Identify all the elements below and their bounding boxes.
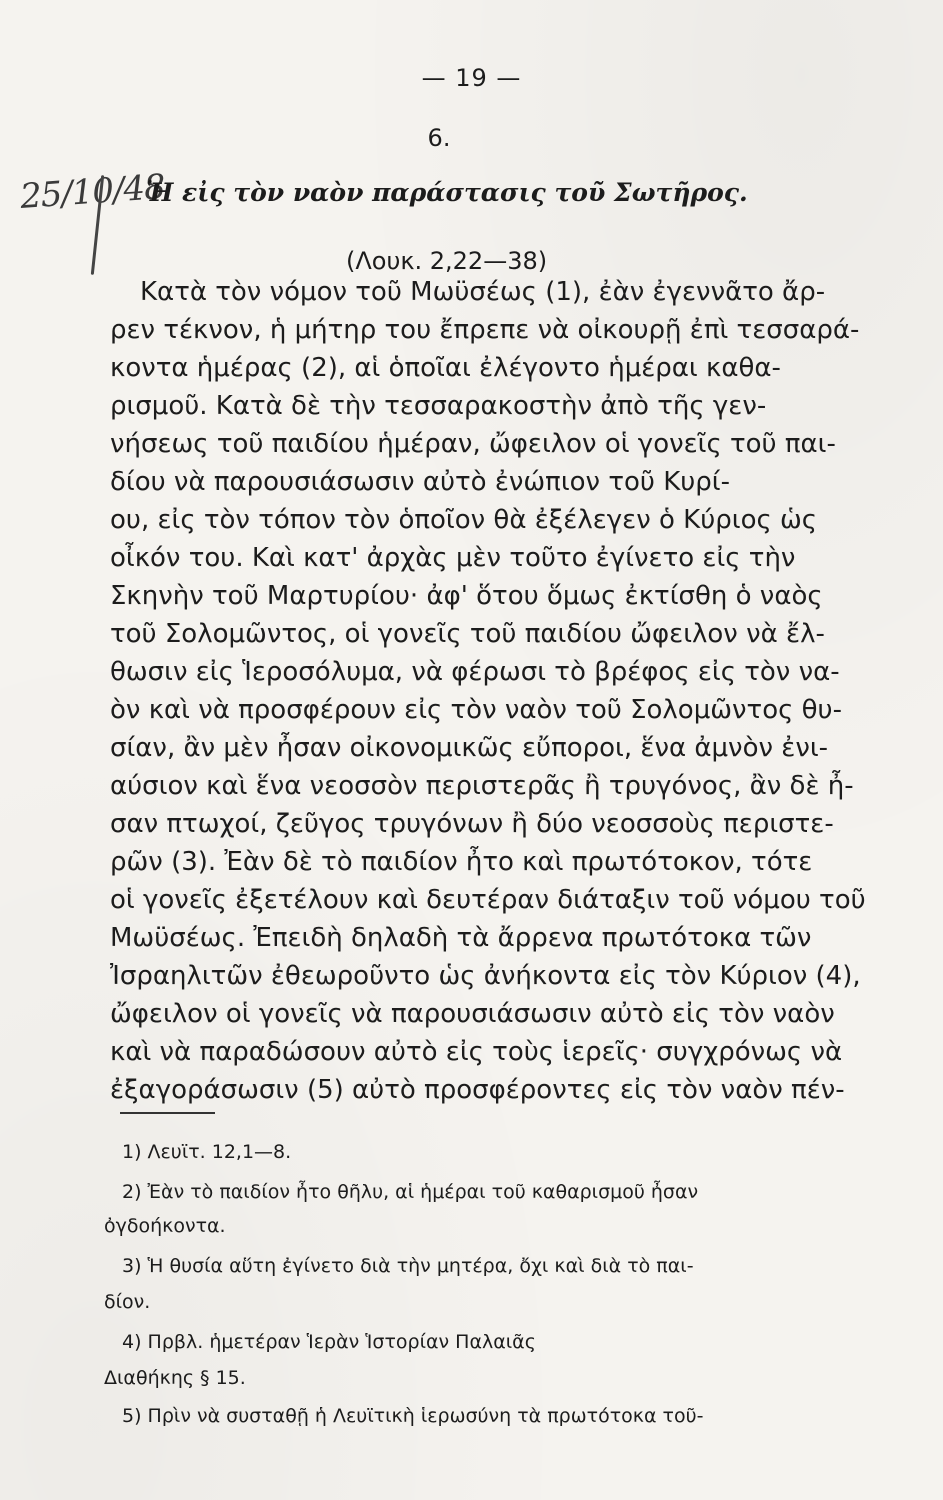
body-line: ρεν τέκνον, ἡ μήτηρ του ἔπρεπε νὰ οἰκουρῇ ἐπὶ τεσσαρά- — [110, 315, 860, 345]
body-line: αύσιον καὶ ἕνα νεοσσὸν περιστερᾶς ἢ τρυγόνος, ἂν δὲ ἦ- — [110, 771, 854, 801]
page-number: — 19 — — [421, 64, 522, 92]
footnote-divider — [120, 1112, 215, 1114]
footnote-line: 5) Πρὶν νὰ συσταθῇ ἡ Λευϊτικὴ ἱερωσύνη τὰ πρωτότοκα τοῦ- — [122, 1405, 704, 1427]
body-line: Μωϋσέως. Ἐπειδὴ δηλαδὴ τὰ ἄρρενα πρωτότοκα τῶν — [110, 923, 812, 953]
body-line: καὶ νὰ παραδώσουν αὐτὸ εἰς τοὺς ἱερεῖς· συγχρόνως νὰ — [110, 1037, 843, 1067]
body-line: κοντα ἡμέρας (2), αἱ ὁποῖαι ἐλέγοντο ἡμέραι καθα- — [110, 353, 781, 383]
body-line: οἶκόν του. Καὶ κατ' ἀρχὰς μὲν τοῦτο ἐγίνετο εἰς τὴν — [110, 543, 796, 573]
body-line: τοῦ Σολομῶντος, οἱ γονεῖς τοῦ παιδίου ὤφειλον νὰ ἔλ- — [110, 619, 825, 649]
footnote-line: 4) Πρβλ. ἡμετέραν Ἱερὰν Ἱστορίαν Παλαιᾶς — [122, 1331, 536, 1353]
footnote-line: 2) Ἐὰν τὸ παιδίον ἦτο θῆλυ, αἱ ἡμέραι τοῦ καθαρισμοῦ ἦσαν — [122, 1181, 699, 1203]
section-number: 6. — [427, 124, 451, 152]
body-line: ρισμοῦ. Κατὰ δὲ τὴν τεσσαρακοστὴν ἀπὸ τῆς γεν- — [110, 391, 767, 421]
body-line: σίαν, ἂν μὲν ἦσαν οἰκονομικῶς εὔποροι, ἕνα ἀμνὸν ἐνι- — [110, 733, 829, 763]
handwritten-date: 25/10/48 — [18, 167, 166, 217]
footnote-line: 3) Ἡ θυσία αὕτη ἐγίνετο διὰ τὴν μητέρα, ὄχι καὶ διὰ τὸ παι- — [122, 1255, 694, 1277]
body-line: δίου νὰ παρουσιάσωσιν αὐτὸ ἐνώπιον τοῦ Κυρί- — [110, 467, 730, 497]
body-line: οἱ γονεῖς ἐξετέλουν καὶ δευτέραν διάταξιν τοῦ νόμου τοῦ — [110, 885, 866, 915]
footnote-line: ὀγδοήκοντα. — [104, 1215, 226, 1237]
body-line: σαν πτωχοί, ζεῦγος τρυγόνων ἢ δύο νεοσσοὺς περιστε- — [110, 809, 834, 839]
body-line: ὤφειλον οἱ γονεῖς νὰ παρουσιάσωσιν αὐτὸ εἰς τὸν ναὸν — [110, 999, 835, 1029]
body-line: Ἰσραηλιτῶν ἐθεωροῦντο ὡς ἀνήκοντα εἰς τὸν Κύριον (4), — [110, 961, 861, 991]
body-line: Σκηνὴν τοῦ Μαρτυρίου· ἀφ' ὅτου ὅμως ἐκτίσθη ὁ ναὸς — [110, 581, 823, 611]
footnote-line: δίον. — [104, 1291, 151, 1313]
body-line: ἐξαγοράσωσιν (5) αὐτὸ προσφέροντες εἰς τὸν ναὸν πέν- — [110, 1075, 845, 1105]
body-line: ου, εἰς τὸν τόπον τὸν ὁποῖον θὰ ἐξέλεγεν ὁ Κύριος ὡς — [110, 505, 818, 535]
footnote-line: 1) Λευϊτ. 12,1—8. — [122, 1141, 292, 1163]
body-line: ρῶν (3). Ἐὰν δὲ τὸ παιδίον ἦτο καὶ πρωτότοκον, τότε — [110, 847, 813, 877]
body-line: θωσιν εἰς Ἱεροσόλυμα, νὰ φέρωσι τὸ βρέφος εἰς τὸν να- — [110, 657, 840, 687]
scripture-reference: (Λουκ. 2,22—38) — [346, 247, 548, 275]
chapter-title-text: Ἡ εἰς τὸν ναὸν παράστασις τοῦ Σωτῆρος. — [146, 178, 748, 207]
footnote-line: Διαθήκης § 15. — [104, 1367, 246, 1389]
body-line: ὸν καὶ νὰ προσφέρουν εἰς τὸν ναὸν τοῦ Σολομῶντος θυ- — [110, 695, 842, 725]
body-line: Κατὰ τὸν νόμον τοῦ Μωϋσέως (1), ἐὰν ἐγεννᾶτο ἄρ- — [140, 277, 826, 307]
chapter-title — [146, 178, 748, 207]
body-line: νήσεως τοῦ παιδίου ἡμέραν, ὤφειλον οἱ γονεῖς τοῦ παι- — [110, 429, 836, 459]
